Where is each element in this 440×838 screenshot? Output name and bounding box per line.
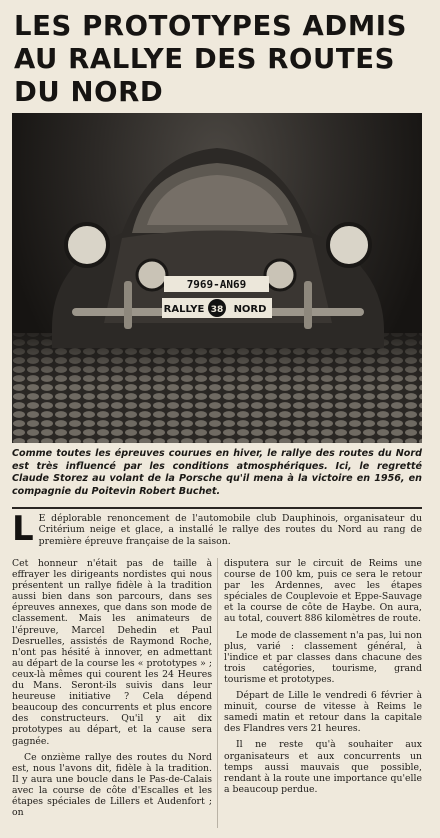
article-intro [12, 509, 422, 549]
body-paragraph: disputera sur le circuit de Reims une course de 100 km, puis ce sera le retour par les Ardennes, avec les étapes spéciales de Couplevoie et Eppe-Sauvage et la course de côte de Haybe. On aura, au total, couvert 886 kilomètres de route. [224, 558, 422, 625]
foglight-left [137, 260, 167, 290]
body-paragraph: Ce onzième rallye des routes du Nord est, nous l'avons dit, fidèle à la tradition. Il y aura une boucle dans le Pas-de-Calais avec la course de côte d'Escalles et les étapes spéciales de Lillers et Audenfort ; on [12, 751, 212, 819]
porsche-photo-illustration [12, 113, 422, 443]
rally-plate-number: 38 [210, 305, 224, 315]
foglight-right [265, 260, 295, 290]
body-paragraph: Cet honneur n'était pas de taille à effrayer les dirigeants nordistes qui nous présentent un rallye fidèle à la tradition aussi bien dans son parcours, dans ses épreuves annexes, que dans son mode de classement. Mais les animateurs de l'épreuve, Marcel Dehedin et Paul Desruelles, assistés de Raymond Roche, n'ont pas hésité à innover, en admettant au départ de la course les « prototypes » ; ceux-là mêmes qui courent les 24 Heures du Mans. Seront-ils suivis dans leur heureuse initiative ? Cela dépend beaucoup des concurrents et plus encore des constructeurs. Qu'il y ait dix prototypes au départ, et la cause sera gagnée. [12, 558, 212, 747]
article-photo [12, 113, 422, 443]
intro-text: E déplorable renoncement de l'automobile club Dauphinois, organisateur du Critérium neige et glace, a installé le rallye des routes du Nord au rang de première épreuve française de la saison. [38, 513, 422, 547]
section-divider [12, 507, 422, 509]
body-paragraph: Il ne reste qu'à souhaiter aux organisateurs et aux concurrents un temps aussi mauvais que possible, rendant à la route une importance qu'elle a beaucoup perdue. [224, 739, 422, 795]
column-divider [217, 558, 218, 828]
photo-caption: Comme toutes les épreuves courues en hiver, le rallye des routes du Nord est très influencé par les conditions atmosphériques. Ici, le regretté Claude Storez au volant de la Porsche qu'il mena à la victoire en 1956, en compagnie du Poitevin Robert Buchet. [12, 448, 422, 497]
article-column-left [12, 558, 212, 823]
article-headline: LES PROTOTYPES ADMIS AU RALLYE DES ROUTES DU NORD [14, 10, 408, 108]
rally-plate-right-text: NORD [233, 304, 267, 315]
rally-plate-left-text: RALLYE [163, 304, 205, 315]
body-paragraph: Le mode de classement n'a pas, lui non plus, varié : classement général, à l'indice et par classes dans chacune des trois catégories, tourisme, grand tourisme et prototypes. [224, 629, 422, 685]
dropcap-letter: L [12, 509, 34, 549]
body-paragraph: Départ de Lille le vendredi 6 février à minuit, course de vitesse à Reims le samedi matin et retour dans la capitale des Flandres vers 21 heures. [224, 690, 422, 735]
headlight-left [66, 224, 108, 266]
license-plate-number: 7969-AN69 [186, 278, 247, 291]
headlight-right [328, 224, 370, 266]
article-column-right [224, 558, 422, 800]
